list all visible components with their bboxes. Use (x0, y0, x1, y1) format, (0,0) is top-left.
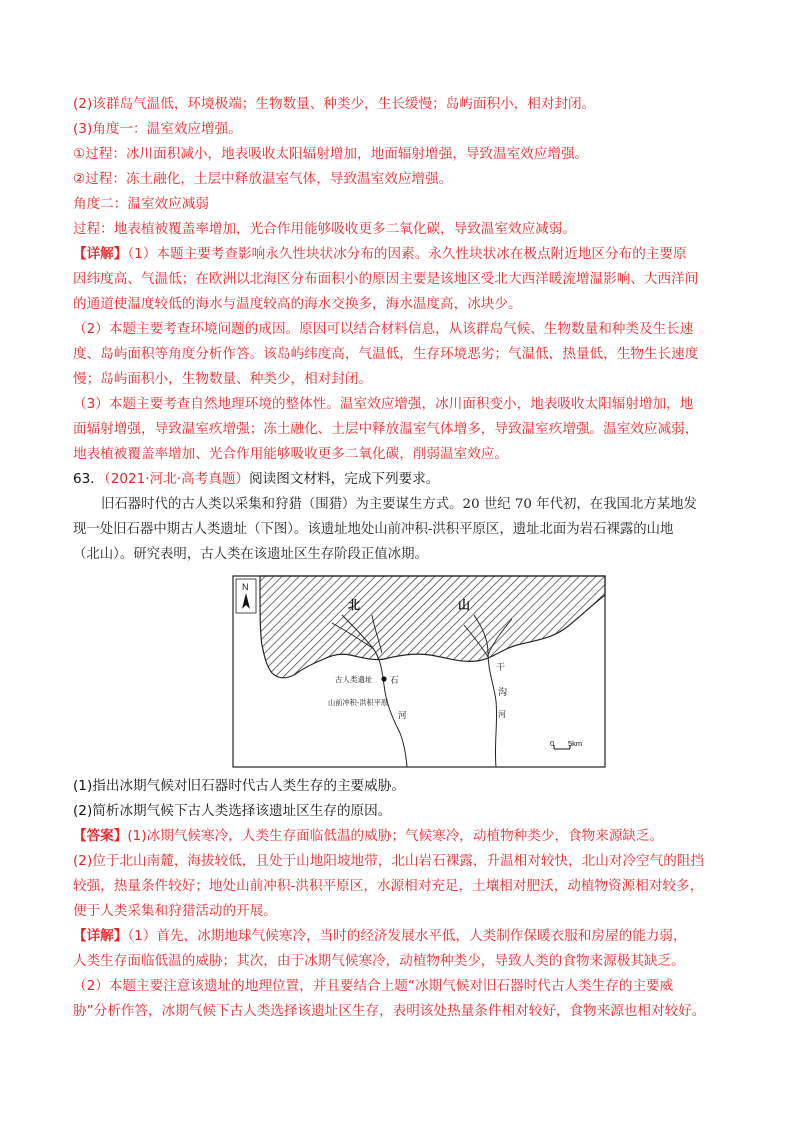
prev-detail-text-1: （1）本题主要考查影响永久性块状冰分布的因素。永久性块状冰在极点附近地区分布的主要原 (127, 246, 687, 262)
question-2: (2)简析冰期气候下古人类选择该遗址区生存的原因。 (73, 803, 392, 819)
label-he: 河 (398, 711, 407, 721)
document-page (73, 92, 741, 1024)
north-label: N (242, 582, 249, 592)
label-he2: 河 (498, 710, 506, 719)
question-stem: 阅读图文材料，完成下列要求。 (249, 471, 440, 487)
scale-zero: 0 (550, 739, 555, 748)
site-map-svg (232, 575, 606, 768)
label-gan: 干 (496, 663, 506, 673)
label-bei: 北 (348, 598, 361, 612)
label-site: 古人类遗址 (335, 675, 373, 684)
detail-tag: 【详解】 (73, 928, 128, 944)
question-source: （2021·河北·高考真题） (103, 471, 250, 487)
prev-detail-line-6: 慢；岛屿面积小，生物数量、种类少，相对封闭。 (73, 371, 373, 387)
prev-answer-3c: 角度二：温室效应减弱 (73, 196, 209, 212)
prev-detail-tag: 【详解】 (73, 246, 128, 262)
detail-line-3: （2）本题主要注意该遗址的地理位置，并且要结合上题“冰期气候对旧石器时代古人类生存的主要威 (73, 978, 674, 994)
prev-detail-line-9: 地表植被覆盖率增加、光合作用能够吸收更多二氧化碳，削弱温室效应。 (73, 446, 508, 462)
detail-text-1: （1）首先，冰期地球气候寒冷，当时的经济发展水平低，人类制作保暖衣服和房屋的能力弱， (127, 928, 687, 944)
prev-detail-line-4: （2）本题主要考查环境问题的成因。原因可以结合材料信息，从该群岛气候、生物数量和种类及生长速 (73, 321, 694, 337)
answer-line-1 (73, 824, 741, 849)
prev-detail-line-1 (73, 242, 741, 267)
question-header (73, 467, 741, 492)
label-gou: 沟 (498, 688, 508, 698)
north-arrow (236, 579, 256, 613)
prev-answer-3a: ①过程：冰川面积减小，地表吸收太阳辐射增加，地面辐射增强，导致温室效应增强。 (73, 146, 589, 162)
material-line-3: （北山）。研究表明，古人类在该遗址区生存阶段正值冰期。 (73, 547, 428, 562)
answer-line-2: (2)位于北山南麓，海拔较低，且处于山地阳坡地带，北山岩石裸露，升温相对较快，北山对冷空气的阻挡 (73, 853, 704, 869)
question-number: 63． (73, 471, 104, 487)
prev-detail-line-3: 的通道使温度较低的海水与温度较高的海水交换多，海水温度高，冰块少。 (73, 296, 522, 312)
prev-detail-line-5: 度、岛屿面积等角度分析作答。该岛屿纬度高，气温低，生存环境恶劣；气温低，热量低，生物生长速度 (73, 346, 699, 362)
prev-detail-line-7: （3）本题主要考查自然地理环境的整体性。温室效应增强，冰川面积变小，地表吸收太阳辐射增加，地 (73, 396, 694, 412)
answer-line-4: 便于人类采集和狩猎活动的开展。 (73, 903, 277, 919)
label-shi: 石 (390, 676, 399, 686)
prev-answer-3b: ②过程：冻土融化，土层中释放温室气体，导致温室效应增强。 (73, 171, 453, 187)
material-line-1: 旧石器时代的古人类以采集和狩猎（围猎）为主要谋生方式。20 世纪 70 年代初，在我国北方某地发 (101, 497, 697, 512)
answer-tag: 【答案】 (73, 828, 128, 844)
material-line-2: 现一处旧石器中期古人类遗址（下图）。该遗址地处山前冲积-洪积平原区，遗址北面为岩石裸露的山地 (73, 522, 674, 537)
answer-line-3: 较强，热量条件较好；地处山前冲积-洪积平原区，水源相对充足，土壤相对肥沃，动植物资源相对较多， (73, 878, 704, 894)
label-shan: 山 (458, 598, 471, 612)
prev-answer-3d: 过程：地表植被覆盖率增加，光合作用能够吸收更多二氧化碳，导致温室效应减弱。 (73, 221, 576, 237)
question-1: (1)指出冰期气候对旧石器时代古人类生存的主要威胁。 (73, 778, 405, 794)
site-map (232, 575, 606, 768)
prev-detail-line-2: 因纬度高、气温低；在欧洲以北海区分布面积小的原因主要是该地区受北大西洋暖流增温影响、大西洋间 (73, 271, 699, 287)
detail-line-1 (73, 924, 741, 949)
answer-text-1: (1)冰期气候寒冷，人类生存面临低温的威胁；气候寒冷，动植物种类少，食物来源缺乏。 (127, 828, 664, 844)
detail-line-2: 人类生存面临低温的威胁；其次，由于冰期气候寒冷，动植物种类少，导致人类的食物来源极其缺乏。 (73, 953, 685, 969)
scale-km: 5km (568, 739, 583, 748)
prev-detail-line-8: 面辐射增强，导致温室疚增强；冻土融化、土层中释放温室气体增多，导致温室疚增强。温室效应减弱， (73, 421, 699, 437)
prev-answer-2: (2)该群岛气温低，环境极端；生物数量、种类少，生长缓慢；岛屿面积小，相对封闭。 (73, 96, 596, 112)
site-dot (381, 676, 386, 681)
detail-line-4: 胁”分析作答，冰期气候下古人类选择该遗址区生存，表明该处热量条件相对较好，食物来源也相对较好。 (73, 1003, 706, 1019)
prev-answer-3: (3)角度一：温室效应增强。 (73, 121, 242, 137)
label-plain: 山前冲积-洪积平原 (328, 698, 389, 707)
